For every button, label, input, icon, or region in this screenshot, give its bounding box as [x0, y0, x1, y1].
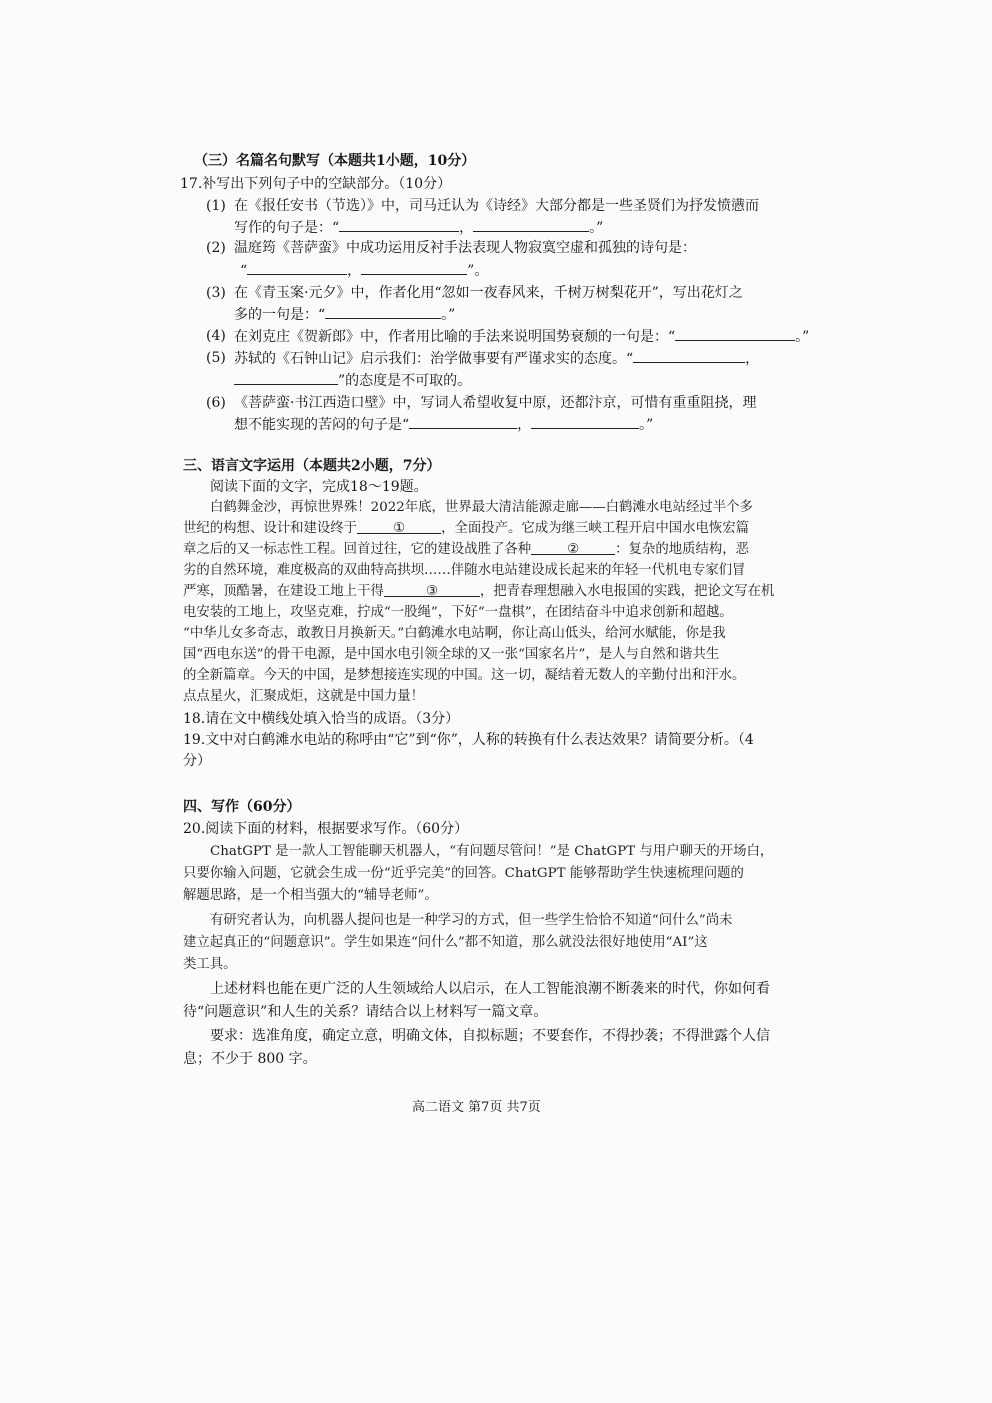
item-4-end: 。” — [795, 329, 810, 345]
answer-blank[interactable] — [473, 218, 589, 232]
passage-line-5 — [183, 583, 774, 601]
answer-blank[interactable] — [361, 261, 467, 275]
blank-1[interactable] — [357, 520, 441, 534]
item-1-line1: 在《报任安书（节选）》中，司马迁认为《诗经》大部分都是一些圣贤们为抒发愤懑而 — [234, 198, 759, 214]
item-5-line1 — [234, 349, 759, 368]
passage-line-3 — [183, 541, 749, 559]
reading-instruction: 阅读下面的文字，完成18～19题。 — [210, 479, 428, 495]
item-3-end: 。” — [441, 307, 456, 323]
requirements-line-2: 息；不少于 800 字。 — [183, 1051, 317, 1067]
material-line-1: ChatGPT 是一款人工智能聊天机器人，“有问题尽管问！”是 ChatGPT 与用户聊天的开场白， — [210, 844, 774, 859]
answer-blank[interactable] — [339, 218, 459, 232]
page-footer: 高二语文 第7页 共7页 — [412, 1100, 541, 1115]
material-line-6: 类工具。 — [183, 957, 237, 972]
passage-text: 严寒，顶酷暑，在建设工地上干得 — [183, 584, 384, 599]
answer-blank[interactable] — [247, 261, 347, 275]
passage-line-6: 电安装的工地上，攻坚克难，拧成“一股绳”，下好“一盘棋”，在团结奋斗中追求创新和超越。 — [183, 605, 733, 620]
item-3-line2 — [234, 305, 455, 324]
passage-line-8: 国“西电东送”的骨干电源，是中国水电引领全球的又一张“国家名片”，是人与自然和谐共生 — [183, 647, 720, 662]
item-1-comma: ， — [459, 220, 474, 236]
item-2-end: ”。 — [467, 263, 489, 279]
passage-text: ：复杂的地质结构，恶 — [615, 542, 750, 557]
item-3-text: 多的一句是：“ — [234, 307, 326, 323]
item-1-number: (1) — [206, 198, 226, 214]
item-1-line2 — [234, 218, 603, 237]
answer-blank[interactable] — [409, 415, 517, 429]
item-1-end: 。” — [589, 220, 604, 236]
material-line-5: 建立起真正的“问题意识”。学生如果连“问什么”都不知道，那么就没法很好地使用“AI”这 — [183, 935, 708, 950]
blank-marker-2: ② — [567, 542, 580, 557]
material-line-2: 只要你输入问题，它就会生成一份“近乎完美”的回答。ChatGPT 能够帮助学生快速梳理问题的 — [183, 866, 744, 881]
section-heading-writing: 四、写作（60分） — [183, 799, 301, 815]
passage-line-2 — [183, 520, 749, 538]
item-2-text: “ — [240, 263, 248, 279]
passage-line-10: 点点星火，汇聚成炬，这就是中国力量！ — [183, 689, 425, 704]
item-4-number: (4) — [206, 328, 226, 344]
question-19-line1: 19.文中对白鹤滩水电站的称呼由“它”到“你”，人称的转换有什么表达效果？请简要分析。（4 — [183, 732, 754, 748]
answer-blank[interactable] — [325, 305, 441, 319]
passage-line-1: 白鹤舞金沙，再惊世界殊！2022年底，世界最大清洁能源走廊——白鹤滩水电站经过半个多 — [210, 500, 753, 515]
question-19-line2: 分） — [183, 753, 211, 769]
item-6-number: (6) — [206, 395, 226, 411]
item-4-line1 — [234, 327, 809, 346]
item-5-comma: ， — [745, 351, 760, 367]
passage-line-7: “中华儿女多奇志，敢教日月换新天。”白鹤滩水电站啊，你让高山低头，给河水赋能，你是我 — [183, 626, 726, 641]
answer-blank[interactable] — [531, 415, 639, 429]
item-5-number: (5) — [206, 350, 226, 366]
item-2-comma: ， — [347, 263, 362, 279]
item-4-text: 在刘克庄《贺新郎》中，作者用比喻的手法来说明国势衰颓的一句是：“ — [234, 329, 676, 345]
item-3-line1: 在《青玉案·元夕》中，作者化用“忽如一夜春风来，千树万树梨花开”，写出花灯之 — [234, 285, 743, 301]
item-2-number: (2) — [206, 240, 226, 256]
item-6-line1: 《菩萨蛮·书江西造口壁》中，写词人希望收复中原，还都汴京，可惜有重重阻挠，理 — [234, 395, 757, 411]
prompt-line-1: 上述材料也能在更广泛的人生领域给人以启示，在人工智能浪潮不断袭来的时代，你如何看 — [210, 981, 770, 997]
question-18: 18.请在文中横线处填入恰当的成语。（3分） — [183, 711, 460, 727]
section-heading-language: 三、语言文字运用（本题共2小题，7分） — [183, 458, 441, 474]
material-line-4: 有研究者认为，向机器人提问也是一种学习的方式，但一些学生恰恰不知道“问什么”尚未 — [210, 913, 733, 928]
passage-text: 世纪的构想、设计和建设终于 — [183, 521, 358, 536]
question-17: 17.补写出下列句子中的空缺部分。（10分） — [180, 176, 452, 192]
item-6-line2 — [234, 415, 653, 434]
passage-text: ，把青春理想融入水电报国的实践，把论文写在机 — [479, 584, 775, 599]
item-1-text: 写作的句子是：“ — [234, 220, 340, 236]
blank-marker-3: ③ — [425, 584, 438, 599]
passage-line-4: 劣的自然环境，难度极高的双曲特高拱坝……伴随水电站建设成长起来的年轻一代机电专家们冒 — [183, 563, 746, 578]
material-line-3: 解题思路，是一个相当强大的“辅导老师”。 — [183, 888, 438, 903]
prompt-line-2: 待“问题意识”和人生的关系？请结合以上材料写一篇文章。 — [183, 1004, 548, 1020]
answer-blank[interactable] — [675, 327, 795, 341]
passage-text: 章之后的又一标志性工程。回首过往，它的建设战胜了各种 — [183, 542, 532, 557]
item-5-end: ”的态度是不可取的。 — [338, 373, 472, 389]
item-3-number: (3) — [206, 285, 226, 301]
item-2-line1: 温庭筠《菩萨蛮》中成功运用反衬手法表现人物寂寞空虚和孤独的诗句是： — [234, 240, 696, 256]
blank-marker-1: ① — [393, 521, 406, 536]
answer-blank[interactable] — [234, 371, 338, 385]
answer-blank[interactable] — [633, 349, 745, 363]
passage-text: ，全面投产。它成为继三峡工程开启中国水电恢宏篇 — [441, 521, 750, 536]
section-heading-recitation: （三）名篇名句默写（本题共1小题，10分） — [194, 153, 476, 169]
item-2-line2 — [240, 261, 488, 280]
item-6-comma: ， — [517, 417, 532, 433]
item-6-end: 。” — [639, 417, 654, 433]
item-5-text: 苏轼的《石钟山记》启示我们：治学做事要有严谨求实的态度。“ — [234, 351, 634, 367]
blank-2[interactable] — [531, 541, 615, 555]
requirements-line-1: 要求：选准角度，确定立意，明确文体，自拟标题；不要套作，不得抄袭；不得泄露个人信 — [210, 1028, 770, 1044]
item-6-text: 想不能实现的苦闷的句子是“ — [234, 417, 410, 433]
blank-3[interactable] — [384, 583, 480, 597]
passage-line-9: 的全新篇章。今天的中国，是梦想接连实现的中国。这一切，凝结着无数人的辛勤付出和汗水。 — [183, 668, 746, 683]
item-5-line2 — [234, 371, 471, 390]
question-20: 20.阅读下面的材料，根据要求写作。（60分） — [183, 821, 469, 837]
